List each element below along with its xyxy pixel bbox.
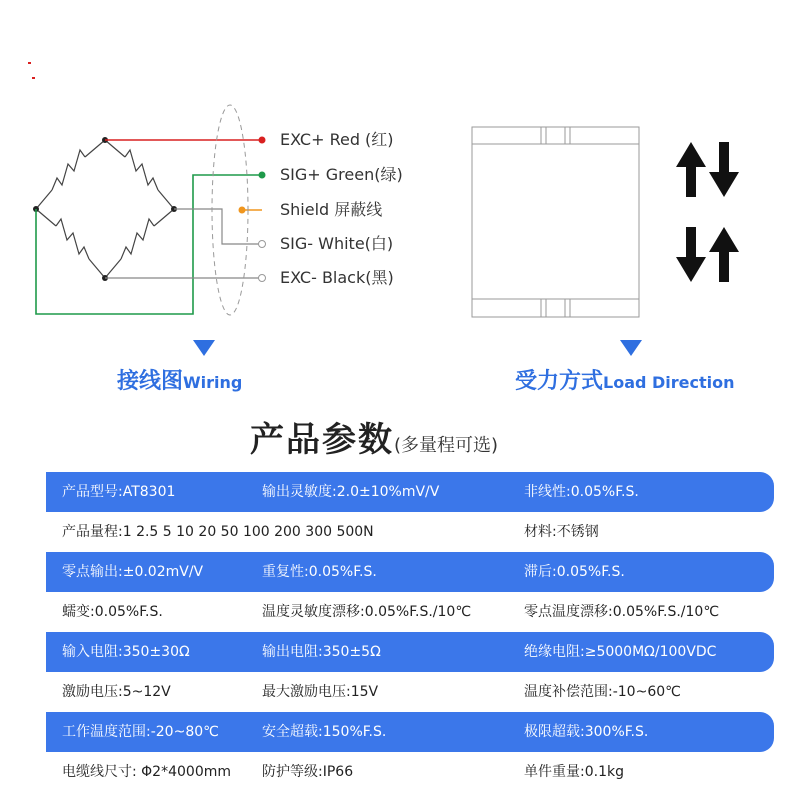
shield-terminal	[239, 207, 246, 214]
params-cell: 输出电阻:350±5Ω	[262, 644, 381, 660]
params-row	[46, 512, 774, 552]
sig-minus-terminal	[259, 241, 266, 248]
params-title	[250, 412, 498, 461]
wiring-caption-cn: 接线图	[117, 369, 184, 394]
params-cell: 重复性:0.05%F.S.	[262, 564, 377, 580]
wiring-caption-en: Wiring	[183, 373, 243, 392]
params-row	[46, 552, 774, 592]
params-row	[46, 752, 774, 792]
load-pointer-icon	[620, 340, 642, 356]
params-row	[46, 712, 774, 752]
load-cell-drawing	[472, 127, 639, 317]
params-cell: 材料:不锈钢	[524, 524, 599, 540]
load-caption	[515, 364, 735, 395]
params-row	[46, 672, 774, 712]
sig-minus-wire	[174, 209, 262, 244]
params-cell: 工作温度范围:-20~80℃	[62, 724, 219, 740]
sig-plus-terminal	[259, 172, 266, 179]
params-cell: 安全超载:150%F.S.	[262, 724, 387, 740]
exc-minus-terminal	[259, 275, 266, 282]
params-cell: 非线性:0.05%F.S.	[524, 484, 639, 500]
shield-label: Shield 屏蔽线	[280, 200, 383, 219]
params-cell: 绝缘电阻:≥5000MΩ/100VDC	[524, 644, 717, 660]
params-row	[46, 592, 774, 632]
params-cell: 防护等级:IP66	[262, 764, 354, 780]
params-cell: 蠕变:0.05%F.S.	[62, 604, 163, 620]
load-caption-cn: 受力方式	[515, 369, 604, 394]
params-title-sub: (多量程可选)	[394, 435, 499, 456]
wiring-caption	[117, 364, 242, 395]
down-up-arrows-icon	[676, 227, 739, 282]
params-cell: 滞后:0.05%F.S.	[524, 564, 625, 580]
red-mark	[32, 77, 35, 79]
exc-plus-label: EXC+ Red (红)	[280, 130, 394, 149]
bridge-nodes	[33, 137, 177, 281]
params-cell: 激励电压:5~12V	[62, 684, 171, 700]
params-cell: 极限超载:300%F.S.	[524, 724, 649, 740]
exc-plus-terminal	[259, 137, 266, 144]
params-cell: 最大激励电压:15V	[262, 684, 379, 700]
wiring-pointer-icon	[193, 340, 215, 356]
params-cell: 单件重量:0.1kg	[524, 764, 624, 780]
load-caption-en: Load Direction	[603, 373, 735, 392]
red-mark	[28, 62, 31, 64]
params-cell: 输入电阻:350±30Ω	[62, 644, 190, 660]
params-cell: 电缆线尺寸: Φ2*4000mm	[62, 764, 231, 780]
up-down-arrows-icon	[676, 142, 739, 197]
params-cell: 零点输出:±0.02mV/V	[62, 564, 204, 580]
params-cell: 温度补偿范围:-10~60℃	[524, 684, 681, 700]
bridge-circuit	[36, 140, 174, 278]
params-cell: 产品量程:1 2.5 5 10 20 50 100 200 300 500N	[62, 524, 374, 540]
sig-plus-label: SIG+ Green(绿)	[280, 165, 403, 184]
params-row	[46, 472, 774, 512]
params-cell: 零点温度漂移:0.05%F.S./10℃	[524, 604, 720, 620]
params-cell: 温度灵敏度漂移:0.05%F.S./10℃	[262, 604, 472, 620]
sig-minus-label: SIG- White(白)	[280, 234, 394, 253]
params-row	[46, 632, 774, 672]
params-cell: 产品型号:AT8301	[62, 484, 176, 500]
exc-minus-label: EXC- Black(黑)	[280, 268, 394, 287]
params-cell: 输出灵敏度:2.0±10%mV/V	[262, 484, 440, 500]
params-title-main: 产品参数	[250, 420, 394, 460]
